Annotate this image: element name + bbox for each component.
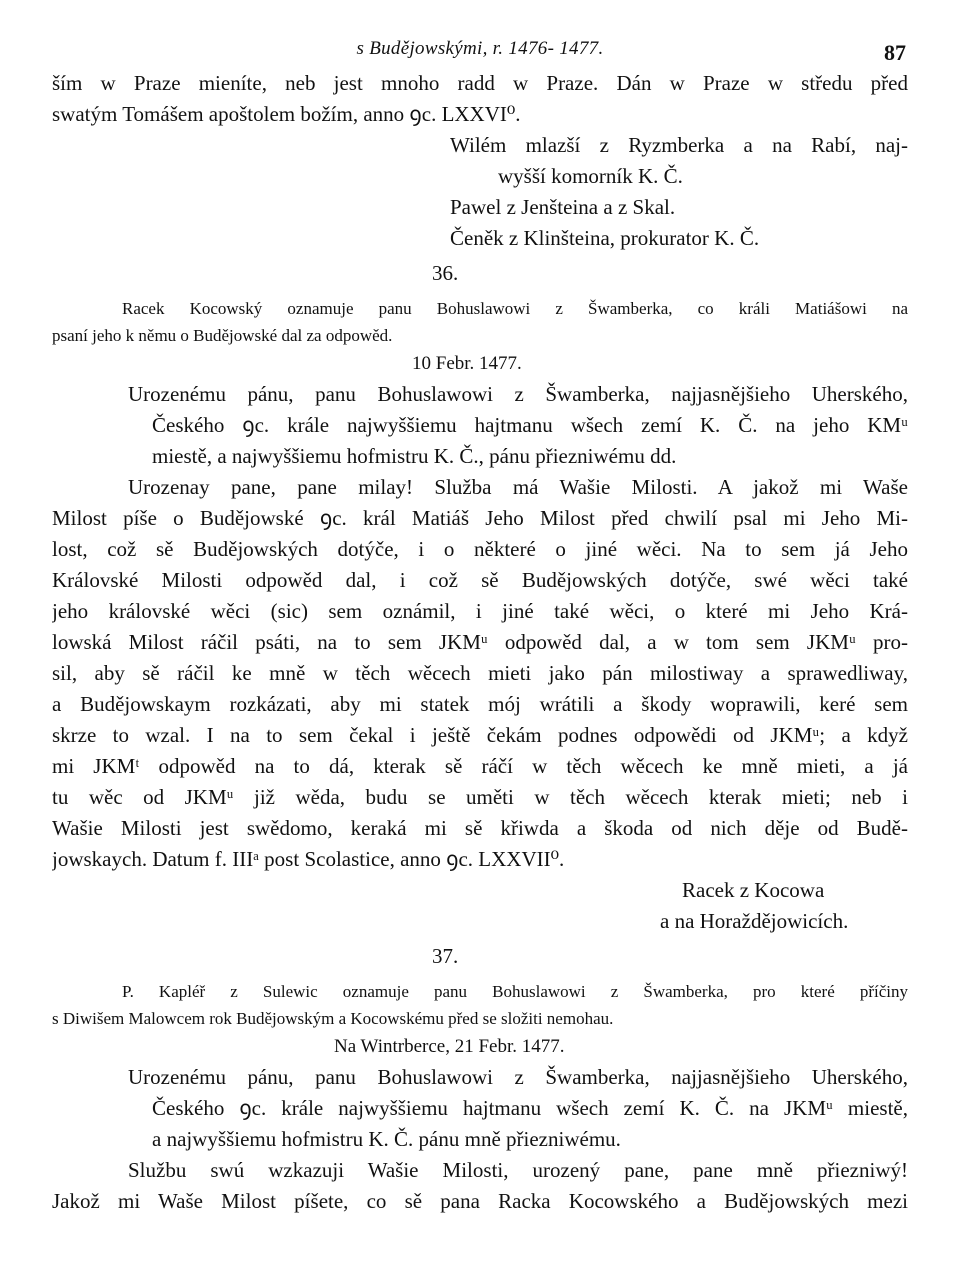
text-line: skrze to wzal. I na to sem čekal i ještě čekám podnes odpowědi od JKMᵘ; a když (52, 723, 908, 747)
page-header (52, 28, 908, 68)
signature-line: a na Horaždějowicích. (660, 909, 849, 933)
book-page (52, 28, 908, 1217)
text-line: Wašie Milosti jest swědomo, keraká mi sě křiwda a škoda od nich děje od Budě- (52, 816, 908, 840)
regest-line: Racek Kocowský oznamuje panu Bohuslawowi z Šwamberka, co králi Matiášowi na (122, 299, 908, 318)
text-line: lowská Milost ráčil psáti, na to sem JKMᵘ odpowěd dal, a w tom sem JKMᵘ pro- (52, 630, 908, 654)
text-line: swatým Tomášem apoštolem božím, anno ꝯc. LXXVI⁰. (52, 102, 521, 126)
text-line: jowskaych. Datum f. IIIᵃ post Scolastice, anno ꝯc. LXXVII⁰. (52, 847, 565, 871)
address-line: a najwyššiemu hofmistru K. Č. pánu mně přiezniwému. (152, 1127, 621, 1151)
signatory-line: wyšší komorník K. Č. (498, 164, 683, 188)
regest-line: s Diwišem Malowcem rok Budějowským a Kocowskému před se složiti nemohau. (52, 1009, 614, 1028)
letter-number: 37. (432, 944, 459, 968)
text-line: a Budějowskaym rozkázati, aby mi statek mój wrátili a škody woprawili, keré sem (52, 692, 908, 716)
address-line: Urozenému pánu, panu Bohuslawowi z Šwamberka, najjasnějšieho Uherského, (128, 382, 908, 406)
regest-line: psaní jeho k němu o Budějowské dal za odpowěd. (52, 326, 393, 345)
address-line: Českého ꝯc. krále najwyššiemu hajtmanu wšech zemí K. Č. na jeho KMᵘ (152, 413, 908, 437)
signatory-line: Wilém mlazší z Ryzmberka a na Rabí, naj- (450, 133, 908, 157)
text-line: jeho královské wěci (sic) sem oznámil, i jiné také wěci, o které mi Jeho Krá- (52, 599, 908, 623)
text-line: Královské Milosti odpowěd dal, i což sě Budějowských dotýče, swé wěci také (52, 568, 908, 592)
regest (52, 978, 908, 1032)
signatory-line: Čeněk z Klinšteina, prokurator K. Č. (450, 226, 760, 250)
text-line: ším w Praze mieníte, neb jest mnoho radd w Praze. Dán w Praze w středu před (52, 71, 908, 95)
text-line: sil, aby sě ráčil ke mně w těch wěcech mieti jako pán milostiway a sprawedliway, (52, 661, 908, 685)
text-line: Jakož mi Waše Milost píšete, co sě pana Racka Kocowského a Budějowských mezi (52, 1189, 908, 1213)
text-line: Milost píše o Budějowské ꝯc. král Matiáš Jeho Milost před chwilí psal mi Jeho Mi- (52, 506, 908, 530)
text-line: lost, což sě Budějowských dotýče, i o některé o jiné wěci. Na to sem já Jeho (52, 537, 908, 561)
letter-number: 36. (432, 261, 459, 285)
address-line: miestě, a najwyššiemu hofmistru K. Č., pánu přiezniwému dd. (152, 444, 677, 468)
running-title: s Budějowskými, r. 1476- 1477. (356, 38, 604, 59)
page-body (52, 68, 908, 1217)
address-line: Urozenému pánu, panu Bohuslawowi z Šwamberka, najjasnějšieho Uherského, (128, 1065, 908, 1089)
page-number: 87 (884, 40, 906, 65)
address-line: Českého ꝯc. krále najwyššiemu hajtmanu wšech zemí K. Č. na JKMᵘ miestě, (152, 1096, 908, 1120)
dateline: Na Wintrberce, 21 Febr. 1477. (334, 1036, 565, 1057)
text-line: tu wěc od JKMᵘ již wěda, budu se uměti w těch wěcech kterak mieti; neb i (52, 785, 908, 809)
regest (52, 295, 908, 349)
text-line: mi JKMᵗ odpowěd na to dá, kterak sě ráčí w těch wěcech ke mně mieti, a já (52, 754, 908, 778)
signature-line: Racek z Kocowa (682, 878, 825, 902)
text-line: Službu swú wzkazuji Wašie Milosti, urozený pane, pane mně přiezniwý! (128, 1158, 908, 1182)
signatory-line: Pawel z Jenšteina a z Skal. (450, 195, 676, 219)
text-line: Urozenay pane, pane milay! Služba má Wašie Milosti. A jakož mi Waše (128, 475, 908, 499)
dateline: 10 Febr. 1477. (412, 353, 522, 374)
regest-line: P. Kapléř z Sulewic oznamuje panu Bohuslawowi z Šwamberka, pro které příčiny (122, 982, 908, 1001)
